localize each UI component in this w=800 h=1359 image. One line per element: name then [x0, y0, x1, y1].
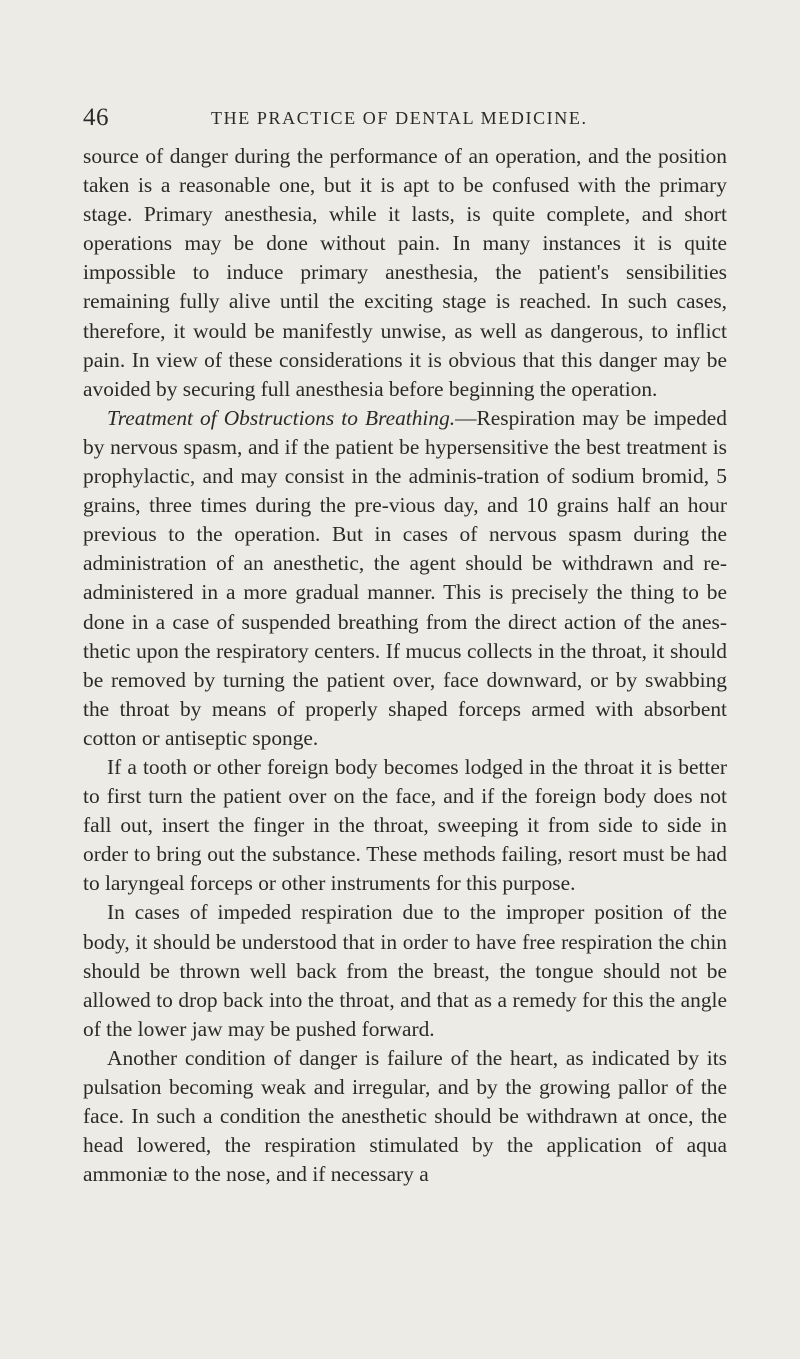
page-number: 46 [83, 104, 109, 131]
paragraph-impeded-respiration [83, 898, 727, 1043]
page-header [83, 98, 723, 138]
paragraph-continued [83, 142, 727, 404]
paragraph-foreign-body [83, 753, 727, 898]
paragraph-text: —Respiration may be impeded by nervous spasm, and if the patient be hypersensitive the best treatment is prophylactic, and may consist in the adminis-tration of sodium bromid, 5 grains, three times during the pre-vious day, and 10 grains half an hour previous to the operation. But in cases of nervous spasm during the administration of an anesthetic, the agent should be withdrawn and re-administered in a more gradual manner. This is precisely the thing to be done in a case of suspended breathing from the direct action of the anes-thetic upon the respiratory centers. If mucus collects in the throat, it should be removed by turning the patient over, face downward, or by swabbing the throat by means of properly shaped forceps armed with absorbent cotton or antiseptic sponge. [83, 405, 727, 750]
paragraph-text: Another condition of danger is failure of the heart, as indicated by its pulsation becoming weak and irregular, and by the growing pallor of the face. In such a condition the anesthetic should be withdrawn at once, the head lowered, the respiration stimulated by the application of aqua ammoniæ to the nose, and if necessary a [83, 1045, 727, 1187]
paragraph-text: In cases of impeded respiration due to the improper position of the body, it should be understood that in order to have free respiration the chin should be thrown well back from the breast, the tongue should not be allowed to drop back into the throat, and that as a remedy for this the angle of the lower jaw may be pushed forward. [83, 900, 727, 1041]
paragraph-text: source of danger during the performance of an operation, and the position taken is a reasonable one, but it is apt to be confused with the primary stage. Primary anesthesia, while it lasts, is quite complete, and short operations may be done without pain. In many instances it is quite impossible to induce primary anesthesia, the patient's sensibilities remaining fully alive until the exciting stage is reached. In such cases, therefore, it would be manifestly unwise, as well as dangerous, to inflict pain. In view of these considerations it is obvious that this danger may be avoided by securing full anesthesia before beginning the operation. [83, 144, 727, 401]
body-text [83, 142, 727, 1189]
paragraph-treatment [83, 404, 727, 753]
running-title: THE PRACTICE OF DENTAL MEDICINE. [211, 108, 588, 128]
section-heading: Treatment of Obstructions to Breathing. [107, 405, 456, 430]
paragraph-text: If a tooth or other foreign body becomes lodged in the throat it is better to first turn the patient over on the face, and if the foreign body does not fall out, insert the finger in the throat, sweeping it from side to side in order to bring out the substance. These methods failing, resort must be had to laryngeal forceps or other instruments for this purpose. [83, 754, 727, 896]
paragraph-heart-failure [83, 1044, 727, 1189]
